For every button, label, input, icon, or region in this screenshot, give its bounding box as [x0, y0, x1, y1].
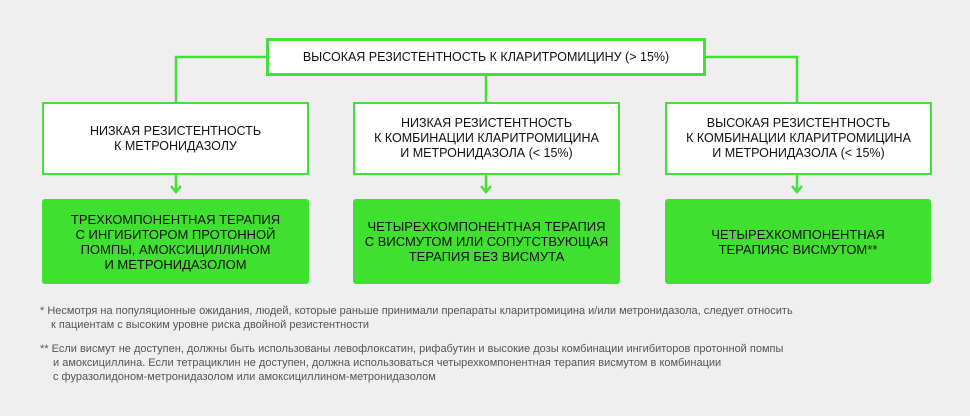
condition-box-2: НИЗКАЯ РЕЗИСТЕНТНОСТЬ К КОМБИНАЦИИ КЛАРИТРОМИЦИНА И МЕТРОНИДАЗОЛА (< 15%) — [353, 102, 620, 175]
footnote-1 — [40, 304, 945, 332]
connector-left — [176, 57, 266, 102]
top-condition-box: ВЫСОКАЯ РЕЗИСТЕНТНОСТЬ К КЛАРИТРОМИЦИНУ (> 15%) — [266, 38, 706, 76]
condition-box-3: ВЫСОКАЯ РЕЗИСТЕНТНОСТЬ К КОМБИНАЦИИ КЛАРИТРОМИЦИНА И МЕТРОНИДАЗОЛА (< 15%) — [665, 102, 932, 175]
footnote-1-line-1: * Несмотря на популяционные ожидания, людей, которые раньше принимали препараты кларитромицина и/или метронидазола, следует относить — [40, 305, 793, 317]
therapy-box-3: ЧЕТЫРЕХКОМПОНЕНТНАЯ ТЕРАПИЯС ВИСМУТОМ** — [665, 199, 931, 284]
therapy-box-1: ТРЕХКОМПОНЕНТНАЯ ТЕРАПИЯ С ИНГИБИТОРОМ ПРОТОННОЙ ПОМПЫ, АМОКСИЦИЛЛИНОМ И МЕТРОНИДАЗОЛОМ — [42, 199, 309, 284]
footnote-2-line-2: и амоксициллина. Если тетрациклин не доступен, должна использоваться четырехкомпонентная терапия висмутом в комбинации — [53, 357, 722, 369]
footnote-2-line-3: с фуразолидоном-метронидазолом или амоксициллином-метронидазолом — [53, 371, 436, 383]
footnote-2 — [40, 342, 945, 384]
footnote-1-line-2: к пациентам с высоким уровне риска двойной резистентности — [51, 319, 370, 331]
therapy-box-2: ЧЕТЫРЕХКОМПОНЕНТНАЯ ТЕРАПИЯ С ВИСМУТОМ ИЛИ СОПУТСТВУЮЩАЯ ТЕРАПИЯ БЕЗ ВИСМУТА — [353, 199, 620, 284]
connector-right — [706, 57, 797, 102]
footnote-2-line-1: ** Если висмут не доступен, должны быть использованы левофлоксатин, рифабутин и высокие дозы комбинации ингибиторов протонной помпы — [40, 343, 784, 355]
condition-box-1: НИЗКАЯ РЕЗИСТЕНТНОСТЬ К МЕТРОНИДАЗОЛУ — [42, 102, 309, 175]
